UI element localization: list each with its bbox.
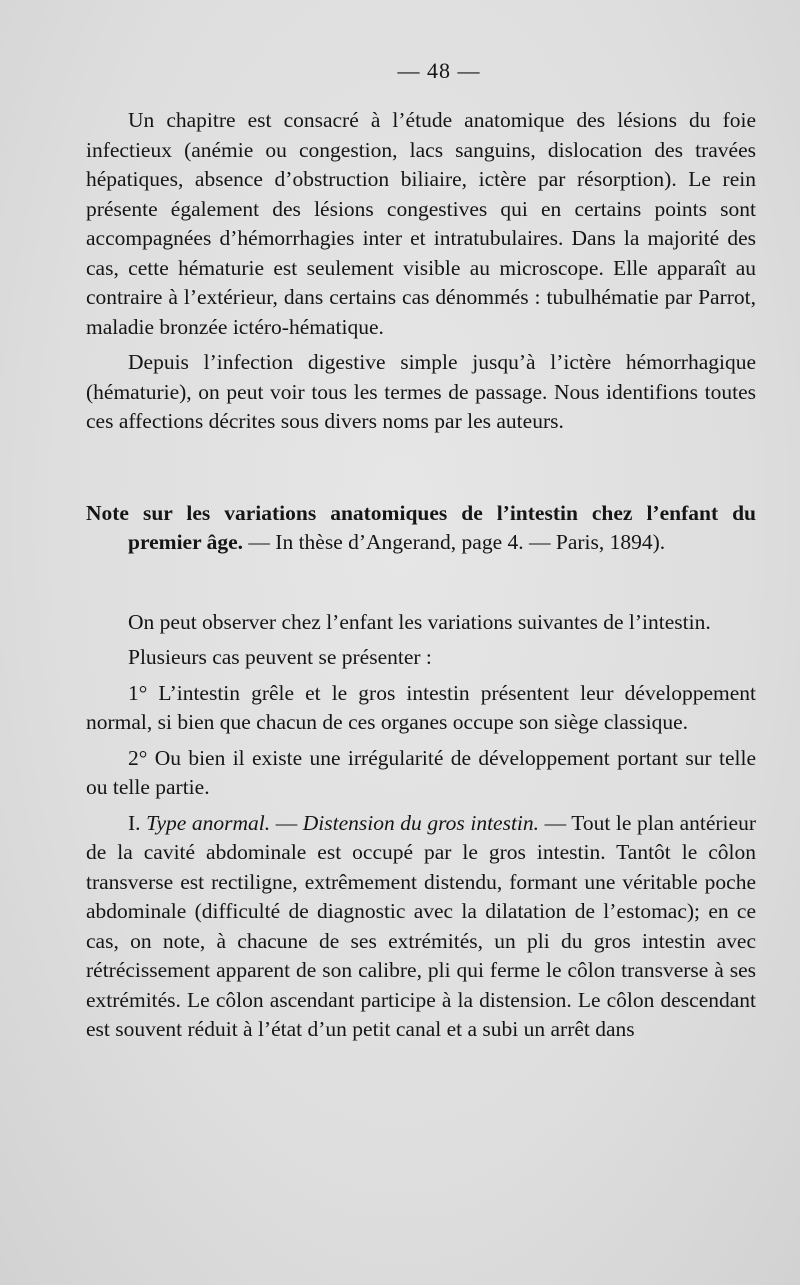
note-heading (86, 499, 756, 558)
paragraph-variations: On peut observer chez l’enfant les variations suivantes de l’intestin. (128, 609, 711, 634)
paragraph-liver-kidney: Un chapitre est consacré à l’étude anatomique des lésions du foie infectieux (anémie ou congestion, lacs sanguins, dislocation des travées hépatiques, absence d’obstruction biliaire, ictère par résorption). Le rein présente également des lésions congestives qui en certains points sont accompagnées d’hémorrhagies inter et intratubulaires. Dans la majorité des cas, cette hématurie est seulement visible au microscope. Elle apparaît au contraire à l’extérieur, dans certains cas dénommés : tubulhématie par Parrot, maladie bronzée ictéro-hématique. (86, 108, 756, 339)
note-reference: — In thèse d’Angerand, page 4. — Paris, 1894). (243, 530, 666, 554)
type-prefix: I. (128, 810, 147, 835)
paragraph-case-2: 2° Ou bien il existe une irrégularité de développement portant sur telle ou telle partie. (86, 745, 756, 799)
note-title: Note sur les variations anatomiques de l’intestin chez l’enfant du premier âge. (86, 500, 756, 554)
type-dash: — (270, 810, 303, 835)
type-subtitle: Distension du gros intestin. (302, 810, 540, 835)
paragraph-cases: Plusieurs cas peuvent se présenter : (128, 645, 432, 669)
paragraph-case-1: 1° L’intestin grêle et le gros intestin présentent leur développement normal, si bien que chacun de ces organes occupe son siège classique. (86, 680, 756, 734)
page-number: — 48 — (397, 58, 481, 83)
paragraph-digestive-infection: Depuis l’infection digestive simple jusqu’à l’ictère hémorrhagique (hématurie), on peut voir tous les termes de passage. Nous identifions toutes ces affections décrites sous divers noms par les auteurs. (86, 350, 756, 433)
type-label: Type anormal. (146, 810, 271, 835)
type-body: — Tout le plan antérieur de la cavité abdominale est occupé par le gros intestin. Tantôt le côlon transverse est rectiligne, extrêmement distendu, formant une véritable poche abdominale (difficulté de diagnostic avec la dilatation de l’estomac); en ce cas, on note, à chacune de ses extrémités, un pli du gros intestin avec rétrécissement apparent de son calibre, pli qui ferme le côlon transverse à ses extrémités. Le côlon ascendant participe à la distension. Le côlon descendant est souvent réduit à l’état d’un petit canal et a subi un arrêt dans (86, 810, 756, 1041)
paragraph-type-anormal (86, 809, 756, 1045)
